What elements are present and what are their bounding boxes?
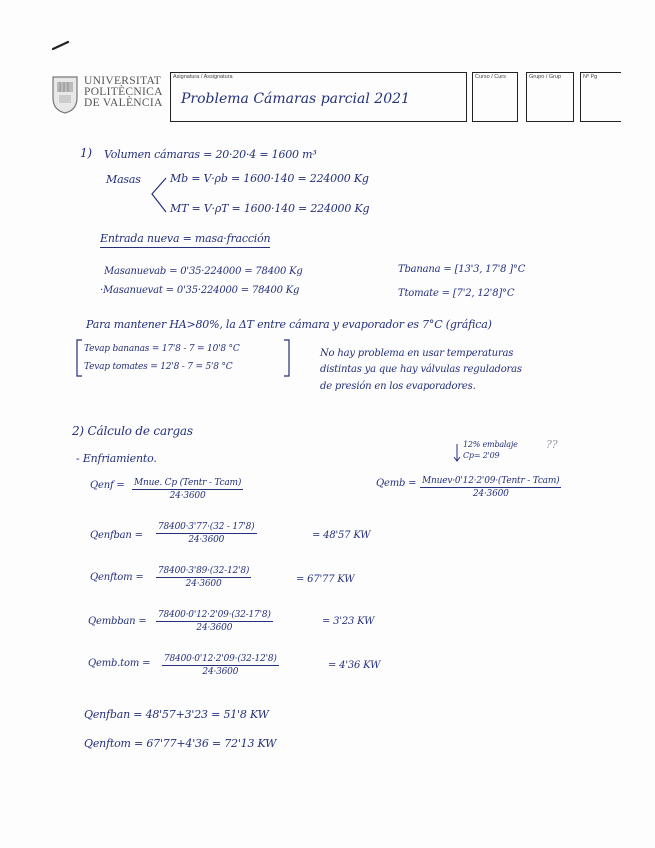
q-emb-tom-fraction bbox=[162, 654, 279, 677]
q-enf-ban-lhs: Qenfban = bbox=[90, 530, 143, 541]
temp-banana-range: Tbanana = [13'3, 17'8 ]°C bbox=[398, 264, 526, 275]
masses-label: Masas bbox=[106, 173, 141, 186]
university-line-1: UNIVERSITAT bbox=[84, 75, 162, 87]
q-enf-tom-fraction bbox=[156, 566, 251, 589]
new-entry-line: Entrada nueva = masa·fracción bbox=[100, 232, 270, 248]
new-mass-tomatoes: ·Masanuevat = 0'35·224000 = 78400 Kg bbox=[100, 285, 300, 296]
note-line-2: distintas ya que hay válvulas reguladoras bbox=[320, 364, 522, 375]
subject-value: Problema Cámaras parcial 2021 bbox=[181, 91, 410, 107]
q-enf-denominator: 24·3600 bbox=[169, 491, 206, 501]
q-enf-fraction bbox=[132, 478, 243, 501]
q-enf-ban-fraction bbox=[156, 522, 257, 545]
q-enf-ban-numerator: 78400·3'77·(32 - 17'8) bbox=[158, 522, 255, 532]
total-bananas: Qenfban = 48'57+3'23 = 51'8 KW bbox=[84, 708, 269, 721]
mass-bananas: Mb = V·ρb = 1600·140 = 224000 Kg bbox=[170, 172, 369, 185]
section-2-title: 2) Cálculo de cargas bbox=[72, 424, 193, 438]
cooling-label: - Enfriamiento. bbox=[76, 452, 157, 465]
group-caption: Grupo / Grup bbox=[529, 74, 562, 80]
q-enf-ban-result: = 48'57 KW bbox=[312, 530, 371, 541]
q-enf-tom-denominator: 24·3600 bbox=[185, 579, 222, 589]
q-enf-tom-numerator: 78400·3'89·(32-12'8) bbox=[158, 566, 250, 576]
exam-header bbox=[44, 62, 655, 130]
q-emb-denominator: 24·3600 bbox=[472, 489, 509, 499]
volume-line: Volumen cámaras = 20·20·4 = 1600 m³ bbox=[104, 148, 317, 161]
total-tomatoes: Qenftom = 67'77+4'36 = 72'13 KW bbox=[84, 737, 277, 750]
group-box bbox=[526, 72, 574, 122]
university-seal-icon bbox=[50, 74, 80, 114]
note-line-3: de presión en los evaporadores. bbox=[320, 381, 476, 392]
q-emb-ban-lhs: Qembban = bbox=[88, 616, 147, 627]
side-note-arrow-icon bbox=[452, 442, 462, 464]
q-emb-fraction bbox=[420, 476, 561, 499]
humidity-note: Para mantener HA>80%, la ΔT entre cámara y evaporador es 7°C (gráfica) bbox=[86, 318, 492, 331]
mass-tomatoes: MT = V·ρT = 1600·140 = 224000 Kg bbox=[170, 202, 370, 215]
evap-temp-tomatoes: Tevap tomates = 12'8 - 7 = 5'8 °C bbox=[84, 362, 233, 372]
note-line-1: No hay problema en usar temperaturas bbox=[320, 348, 514, 359]
q-emb-ban-result: = 3'23 KW bbox=[322, 616, 375, 627]
q-emb-tom-lhs: Qemb.tom = bbox=[88, 658, 151, 669]
q-enf-numerator: Mnue. Cp (Tentr - Tcam) bbox=[134, 478, 242, 488]
side-question-marks: ?? bbox=[546, 438, 558, 451]
q-emb-numerator: Mnuev·0'12·2'09·(Tentr - Tcam) bbox=[422, 476, 560, 486]
section-1-number: 1) bbox=[80, 146, 92, 160]
page-number-caption: Nº Pg bbox=[583, 74, 598, 80]
q-emb-lhs: Qemb = bbox=[376, 478, 417, 489]
evap-temp-bananas: Tevap bananas = 17'8 - 7 = 10'8 °C bbox=[84, 344, 240, 354]
q-enf-tom-lhs: Qenftom = bbox=[90, 572, 144, 583]
pen-mark bbox=[52, 40, 70, 50]
university-line-2: POLITÈCNICA bbox=[84, 86, 163, 98]
side-note-cp: Cp= 2'09 bbox=[463, 451, 500, 460]
q-emb-tom-denominator: 24·3600 bbox=[202, 667, 239, 677]
masses-brace bbox=[142, 172, 168, 216]
temp-tomato-range: Ttomate = [7'2, 12'8]°C bbox=[398, 288, 515, 299]
side-note-packaging: 12% embalaje bbox=[463, 440, 518, 449]
new-mass-bananas: Masanuevab = 0'35·224000 = 78400 Kg bbox=[104, 266, 303, 277]
subject-box bbox=[170, 72, 467, 122]
q-enf-tom-result: = 67'77 KW bbox=[296, 574, 355, 585]
course-caption: Curso / Curs bbox=[475, 74, 506, 80]
page-number-box bbox=[580, 72, 621, 122]
q-emb-ban-numerator: 78400·0'12·2'09·(32-17'8) bbox=[158, 610, 271, 620]
q-emb-tom-numerator: 78400·0'12·2'09·(32-12'8) bbox=[164, 654, 277, 664]
subject-caption: Asignatura / Assignatura bbox=[173, 74, 233, 80]
q-emb-ban-denominator: 24·3600 bbox=[196, 623, 233, 633]
university-line-3: DE VALÈNCIA bbox=[84, 97, 163, 109]
q-enf-lhs: Qenf = bbox=[90, 480, 125, 491]
q-emb-ban-fraction bbox=[156, 610, 273, 633]
course-box bbox=[472, 72, 518, 122]
q-emb-tom-result: = 4'36 KW bbox=[328, 660, 381, 671]
q-enf-ban-denominator: 24·3600 bbox=[188, 535, 225, 545]
